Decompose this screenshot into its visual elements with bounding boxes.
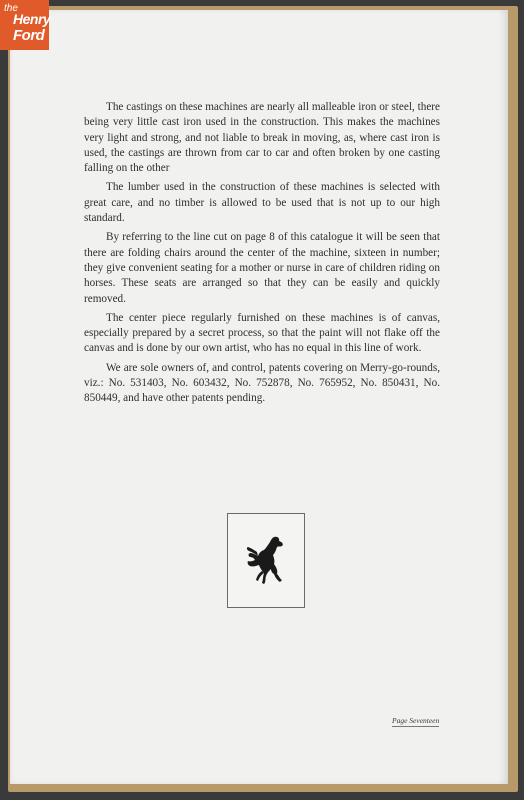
henry-ford-logo — [0, 0, 49, 50]
rearing-horse-icon — [244, 534, 288, 588]
paragraph-patents: We are sole owners of, and control, patents covering on Merry-go-rounds, viz.: No. 531403, No. 603432, No. 752878, No. 765952, No. 850431, No. 850449, and have other patents pending. — [84, 361, 440, 405]
page-number: Page Seventeen — [392, 716, 440, 725]
paragraph-lumber: The lumber used in the construction of these machines is selected with great care, and no timber is allowed to be used that is not up to our high standard. — [84, 181, 440, 225]
paragraph-center-piece: The center piece regularly furnished on these machines is of canvas, especially prepared by a secret process, so that the paint will not flake off the canvas and is done by our own artist, who has no equal in this line of work. — [84, 311, 440, 355]
emblem-box — [227, 513, 305, 608]
page-shadow — [498, 10, 508, 784]
paragraph-chairs: By referring to the line cut on page 8 of this catalogue it will be seen that there are folding chairs around the center of the machine, sixteen in number; they give convenient seating for a mother or nurse in care of children riding on horses. These seats are arranged so that they can be easily and quickly removed. — [84, 231, 440, 305]
logo-the: the — [4, 3, 18, 14]
logo-henry: Henry — [13, 11, 51, 27]
document-page — [10, 10, 508, 784]
paragraph-castings: The castings on these machines are nearly all malleable iron or steel, there being very little cast iron used in the construction. This makes the machines very light and strong, and not liable to break in moving, as, where cast iron is used, the castings are thrown from car to car and often broken by one casting falling on the other — [84, 101, 440, 175]
body-text — [84, 100, 440, 411]
logo-ford: Ford — [13, 27, 45, 44]
